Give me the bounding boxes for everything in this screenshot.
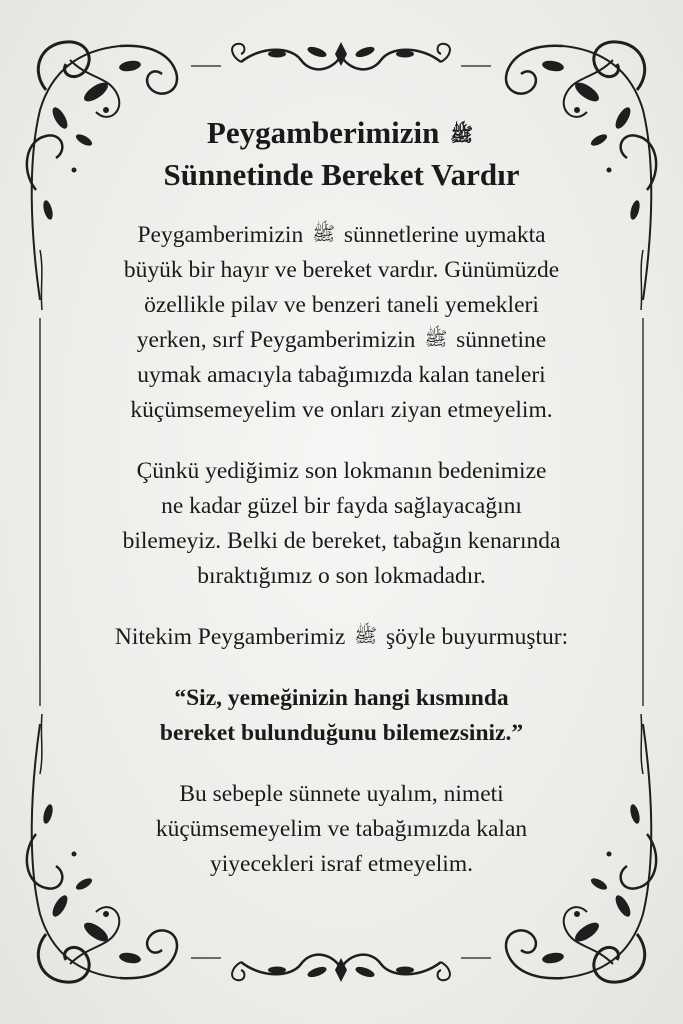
quote-text: “Siz, yemeğinizin hangi kısmında: [174, 685, 509, 711]
p4-text: yiyecekleri israf etmeyelim.: [210, 851, 473, 877]
p2-text: Çünkü yediğimiz son lokmanın bedenimize: [136, 458, 547, 484]
p1-text: sünnetine: [456, 327, 547, 353]
p1-text: yerken, sırf Peygamberimizin: [136, 327, 416, 353]
p1-text: özellikle pilav ve benzeri taneli yemekleri: [144, 292, 539, 318]
p1-text: büyük bir hayır ve bereket vardır. Günümüzde: [123, 257, 560, 283]
p1-text: sünnetlerine uymakta: [343, 222, 546, 248]
quote-text: bereket bulunduğunu bilemezsiniz.”: [159, 720, 524, 746]
salawat-symbol: ﷺ: [312, 223, 336, 245]
p1-text: küçümsemeyelim ve onları ziyan etmeyelim.: [130, 397, 553, 423]
p4-text: Bu sebeple sünnete uyalım, nimeti: [179, 781, 504, 807]
top-center-ornament: [191, 42, 491, 69]
salawat-symbol: ﷺ: [354, 625, 378, 647]
page-title: [80, 112, 603, 196]
bottom-center-ornament: [191, 955, 491, 982]
p2-text: bilemeyiz. Belki de bereket, tabağın kenarında: [122, 528, 561, 554]
p3-text: şöyle buyurmuştur:: [385, 624, 569, 650]
p2-text: ne kadar güzel bir fayda sağlayacağını: [161, 493, 522, 519]
title-line-2: Sünnetinde Bereket Vardır: [163, 157, 520, 192]
paragraph-2: [80, 454, 603, 594]
title-line-1: Peygamberimizin: [206, 115, 440, 150]
paragraph-3: [80, 620, 603, 655]
poster-content: [80, 112, 603, 908]
p3-text: Nitekim Peygamberimiz: [114, 624, 346, 650]
paragraph-1: [80, 218, 603, 428]
paragraph-4: [80, 777, 603, 882]
p4-text: küçümsemeyelim ve tabağımızda kalan: [155, 816, 528, 842]
hadith-quote: [80, 681, 603, 751]
salawat-symbol: ﷺ: [450, 124, 474, 146]
p1-text: Peygamberimizin: [137, 222, 304, 248]
p2-text: bıraktığımız o son lokmadadır.: [197, 563, 486, 589]
p1-text: uymak amacıyla tabağımızda kalan taneleri: [137, 362, 546, 388]
salawat-symbol: ﷺ: [424, 328, 448, 350]
